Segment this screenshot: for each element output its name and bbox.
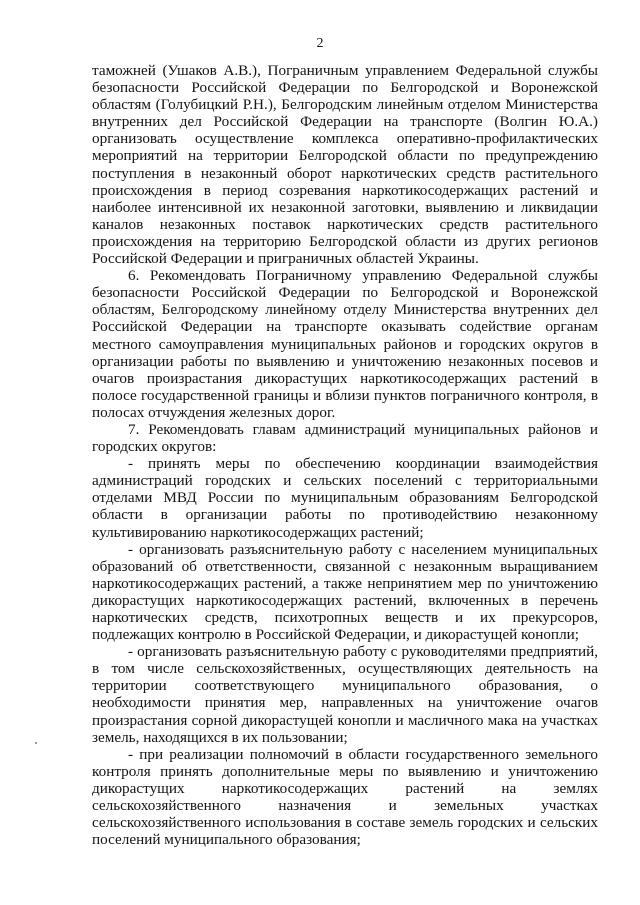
document-body bbox=[92, 62, 598, 848]
bullet-enterprise-outreach: - организовать разъяснительную работу с руководителями предприятий, в том числе сельскохозяйственных, осуществляющих деятельность на территории соответствующего муниципального образования, о необходимости принятия мер, направленных на уничтожение очагов произрастания сорной дикорастущей конопли и масличного мака на участках земель, находящихся в их пользовании; bbox=[92, 643, 598, 746]
bullet-coordination: - принять меры по обеспечению координации взаимодействия администраций городских и сельских поселений с территориальными отделами МВД России по муниципальным образованиям Белгородской области в организации работы по противодействию незаконному культивированию наркотикосодержащих растений; bbox=[92, 455, 598, 541]
bullet-land-control: - при реализации полномочий в области государственного земельного контроля принять дополнительные меры по выявлению и уничтожению дикорастущих наркотикосодержащих растений на землях сельскохозяйственного назначения и земельных участках сельскохозяйственного использования в составе земель городских и сельских поселений муниципального образования; bbox=[92, 745, 598, 849]
paragraph-continuation: таможней (Ушаков А.В.), Пограничным управлением Федеральной службы безопасности Российской Федерации по Белгородской и Воронежской областям (Голубицкий Р.Н.), Белгородским линейным отделом Министерства внутренних дел Российской Федерации на транспорте (Волгин Ю.А.) организовать осуществление комплекса оперативно-профилактических мероприятий на территории Белгородской области по предупреждению поступления в незаконный оборот наркотических средств растительного происхождения в период созревания наркотикосодержащих растений и наиболее интенсивной их незаконной заготовки, выявлению и ликвидации каналов незаконных поставок наркотических средств растительного происхождения на территорию Белгородской области из других регионов Российской Федерации и приграничных областей Украины. bbox=[92, 62, 598, 268]
scan-speck bbox=[35, 742, 37, 744]
paragraph-item-6: 6. Рекомендовать Пограничному управлению Федеральной службы безопасности Российской Федерации по Белгородской и Воронежской областям, Белгородскому линейному отделу Министерства внутренних дел Российской Федерации на транспорте оказывать содействие органам местного самоуправления муниципальных районов и городских округов в организации работы по выявлению и уничтожению незаконных посевов и очагов произрастания дикорастущих наркотикосодержащих растений в полосе государственной границы и вблизи пунктов пограничного контроля, в полосах отчуждения железных дорог. bbox=[92, 267, 598, 421]
paragraph-item-7: 7. Рекомендовать главам администраций муниципальных районов и городских округов: bbox=[92, 420, 598, 456]
bullet-population-outreach: - организовать разъяснительную работу с населением муниципальных образований об ответственности, связанной с незаконным выращиванием наркотикосодержащих растений, а также непринятием мер по уничтожению дикорастущих наркотикосодержащих растений, включенных в перечень наркотических средств, психотропных веществ и их прекурсоров, подлежащих контролю в Российской Федерации, и дикорастущей конопли; bbox=[92, 540, 598, 644]
page-number: 2 bbox=[316, 36, 324, 51]
